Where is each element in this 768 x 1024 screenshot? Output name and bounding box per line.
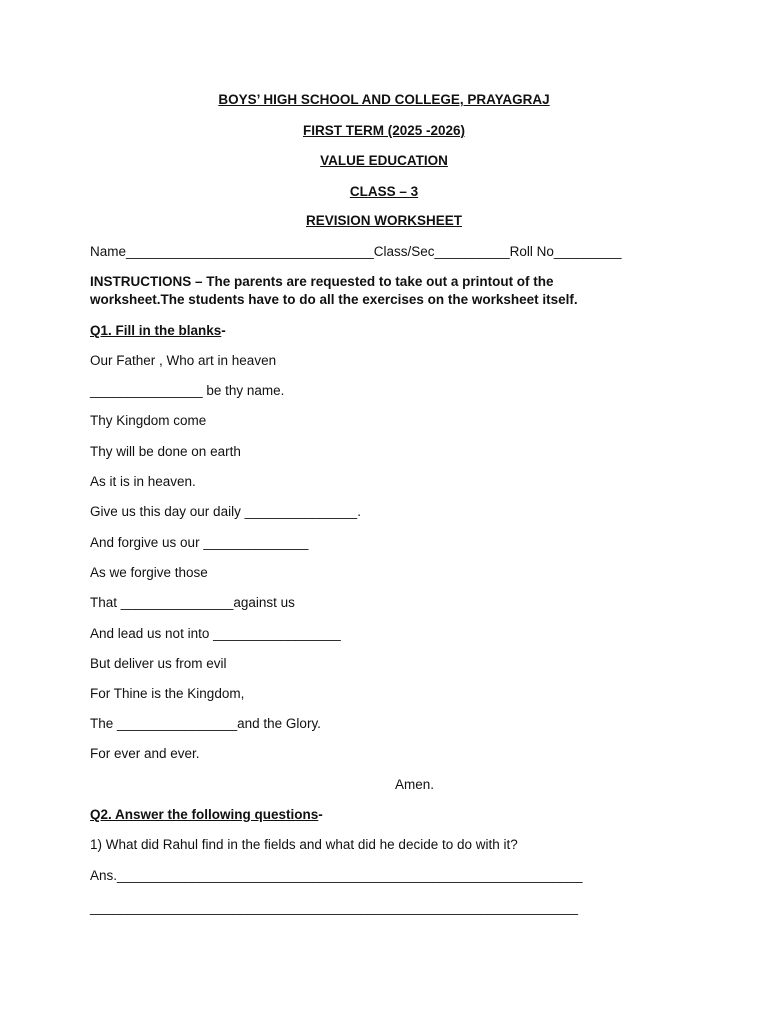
prayer-line: For Thine is the Kingdom, [90,686,245,701]
school-name: BOYS’ HIGH SCHOOL AND COLLEGE, PRAYAGRAJ [218,92,550,107]
prayer-line: Thy will be done on earth [90,444,241,459]
term-title: FIRST TERM (2025 -2026) [302,123,466,138]
prayer-line: The ________________and the Glory. [90,716,321,731]
prayer-line: Give us this day our daily _______________. [90,504,361,519]
q2-heading: Q2. Answer the following questions [90,807,319,822]
worksheet-title: REVISION WORKSHEET [305,213,462,228]
prayer-line: _______________ be thy name. [90,383,285,398]
amen-text: Amen. [395,777,435,792]
prayer-line: As we forgive those [90,565,208,580]
name-class-roll-line: Name_________________________________Class/Sec__________Roll No_________ [90,244,622,259]
q1-heading-suffix: - [221,323,226,338]
prayer-line: And lead us not into _________________ [90,626,341,641]
prayer-line: Our Father , Who art in heaven [90,353,277,368]
prayer-line: As it is in heaven. [90,474,196,489]
q1-heading: Q1. Fill in the blanks [90,323,222,338]
class-title: CLASS – 3 [349,184,419,199]
answer-line-1: Ans.______________________________________________________________ [90,868,583,883]
prayer-line: For ever and ever. [90,746,200,761]
answer-line-2: _________________________________________________________________ [90,900,579,915]
q2-heading-suffix: - [318,807,323,822]
prayer-line: Thy Kingdom come [90,413,207,428]
prayer-line: And forgive us our ______________ [90,535,309,550]
q2-question-1: 1) What did Rahul find in the fields and what did he decide to do with it? [90,837,518,852]
instructions: INSTRUCTIONS – The parents are requested to take out a printout of the worksheet.The students have to do all the exercises on the worksheet itself. [90,274,578,307]
prayer-line: But deliver us from evil [90,656,227,671]
q2-heading-line [90,806,323,824]
prayer-line: That _______________against us [90,595,295,610]
q1-heading-line [90,322,226,340]
subject-title: VALUE EDUCATION [320,153,448,168]
